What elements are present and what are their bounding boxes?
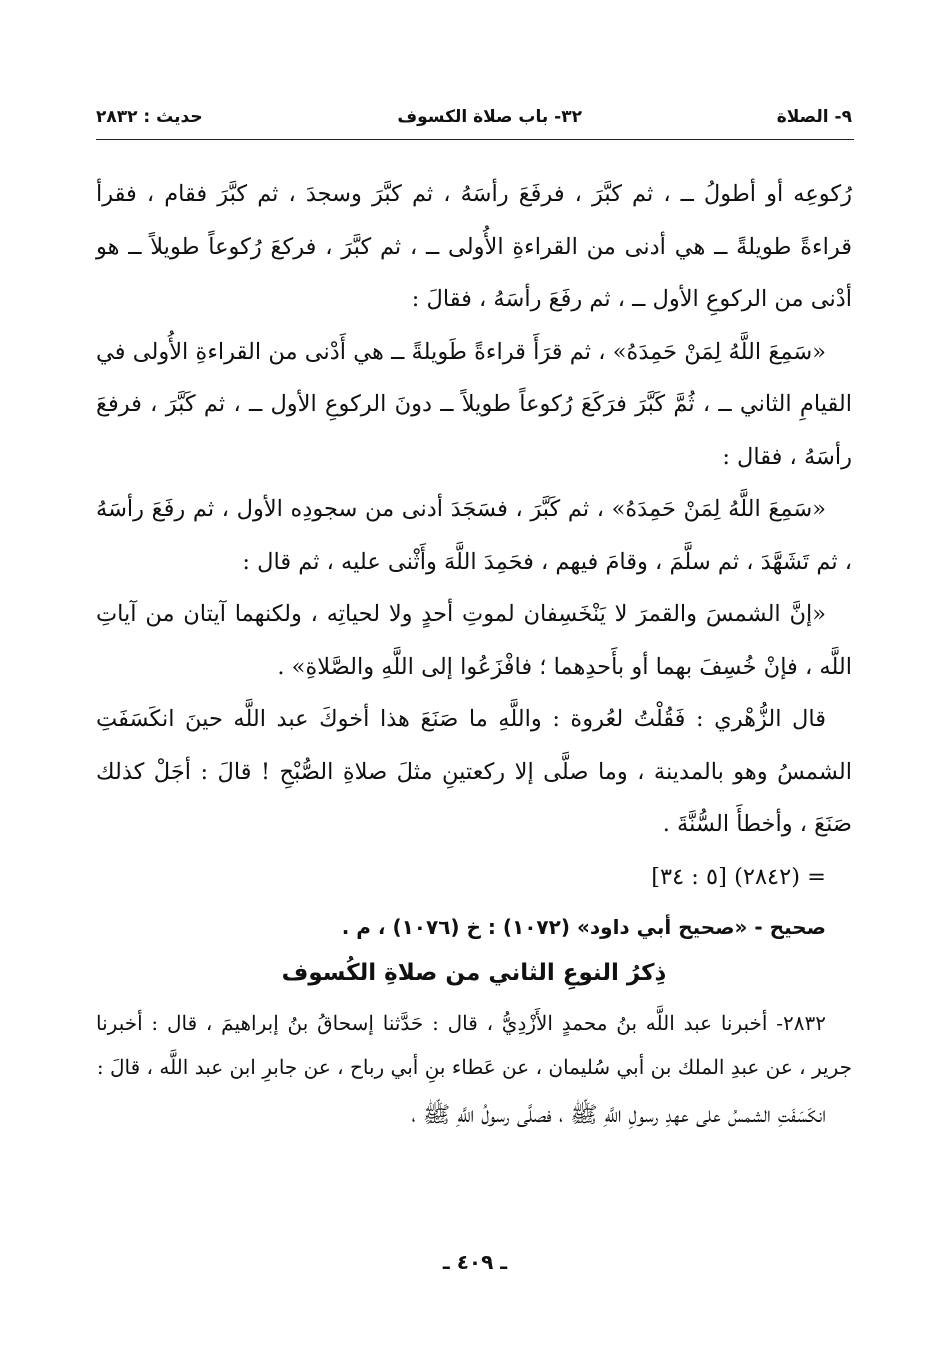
section-heading: ذِكرُ النوعِ الثاني من صلاةِ الكُسوف: [281, 960, 667, 986]
header-divider: [96, 139, 854, 140]
book-section-title: ٩- الصلاة: [776, 107, 852, 127]
paragraph-quote-2: «سَمِعَ اللَّهُ لِمَنْ حَمِدَهُ» ، ثم كَبَّرَ ، فسَجَدَ أدنى من سجودِه الأول ، ثم رفَعَ رأسَهُ ، ثم تَشَهَّدَ ، ثم سلَّمَ ، وقامَ فيهم ، فحَمِدَ اللَّهَ وأَثْنى عليه ، ثم قال :: [96, 496, 852, 575]
cross-reference: = (٢٨٤٢) [٥ : ٣٤]: [651, 863, 826, 890]
hadith-isnad: ٢٨٣٢- أخبرنا عبد اللَّه بنُ محمدٍ الأَزْدِيُّ ، قال : حَدَّثنا إسحاقُ بنُ إبراهيمَ ، قال : أخبرنا جرير ، عن عبدِ الملك بن أبي سُليمان ، عن عَطاء بنِ أبي رباح ، عن جابرِ ابن عبد اللَّه ، قالَ :: [96, 1011, 852, 1079]
paragraph-prophet-saying: «إنَّ الشمسَ والقمرَ لا يَنْخَسِفان لموتِ أحدٍ ولا لحياتِه ، ولكنهما آيتان من آياتِ اللَّه ، فإنْ خُسِفَ بهما أو بأَحدِهما ؛ فافْزَعُوا إلى اللَّهِ والصَّلاةِ» .: [96, 601, 852, 680]
paragraph-continuation: رُكوعِه أو أطولُ ــ ، ثم كبَّرَ ، فرفَعَ رأسَهُ ، ثم كبَّرَ وسجدَ ، ثم كبَّرَ فقام ، فقرأ قراءةً طويلةً ــ هي أدنى من القراءةِ الأُولى ــ ، ثم كبَّرَ ، فركعَ رُكوعاً طويلاً ــ هو أدْنى من الركوعِ الأول ــ ، ثم رفَعَ رأسَهُ ، فقالَ :: [96, 181, 852, 312]
page-body: [96, 168, 852, 1142]
hadith-reference: حديث : ٢٨٣٢: [96, 107, 203, 127]
hadith-grading: صحيح - «صحيح أبي داود» (١٠٧٢) : خ (١٠٧٦) ، م .: [341, 915, 826, 939]
paragraph-quote-1: «سَمِعَ اللَّهُ لِمَنْ حَمِدَهُ» ، ثم قرَأَ قراءةً طَويلةً ــ هي أَدْنى من القراءةِ الأُولى في القيامِ الثاني ــ ، ثُمَّ كَبَّرَ فرَكَعَ رُكوعاً طويلاً ــ دونَ الركوعِ الأول ــ ، ثم كَبَّرَ ، فرفعَ رأسَهُ ، فقال :: [96, 338, 852, 470]
running-header: [96, 100, 852, 134]
page-number: ـ ٤٠٩ ـ: [442, 1250, 508, 1274]
chapter-title: ٣٢- باب صلاة الكسوف: [397, 107, 582, 127]
paragraph-zuhri: قال الزُّهْري : فَقُلْتُ لعُروة : واللَّهِ ما صَنَعَ هذا أخوكَ عبد اللَّه حينَ انكَسَفَتِ الشمسُ وهو بالمدينة ، وما صلَّى إلا ركعتينِ مثلَ صلاةِ الصُّبْحِ ! قالَ : أجَلْ كذلك صَنَعَ ، وأخطأَ السُّنَّةَ .: [96, 706, 852, 837]
hadith-matn: انكَسَفَتِ الشمسُ على عهدِ رسولِ اللَّهِ ﷺ ، فصلَّى رسولُ اللَّهِ ﷺ ،: [411, 1102, 826, 1128]
